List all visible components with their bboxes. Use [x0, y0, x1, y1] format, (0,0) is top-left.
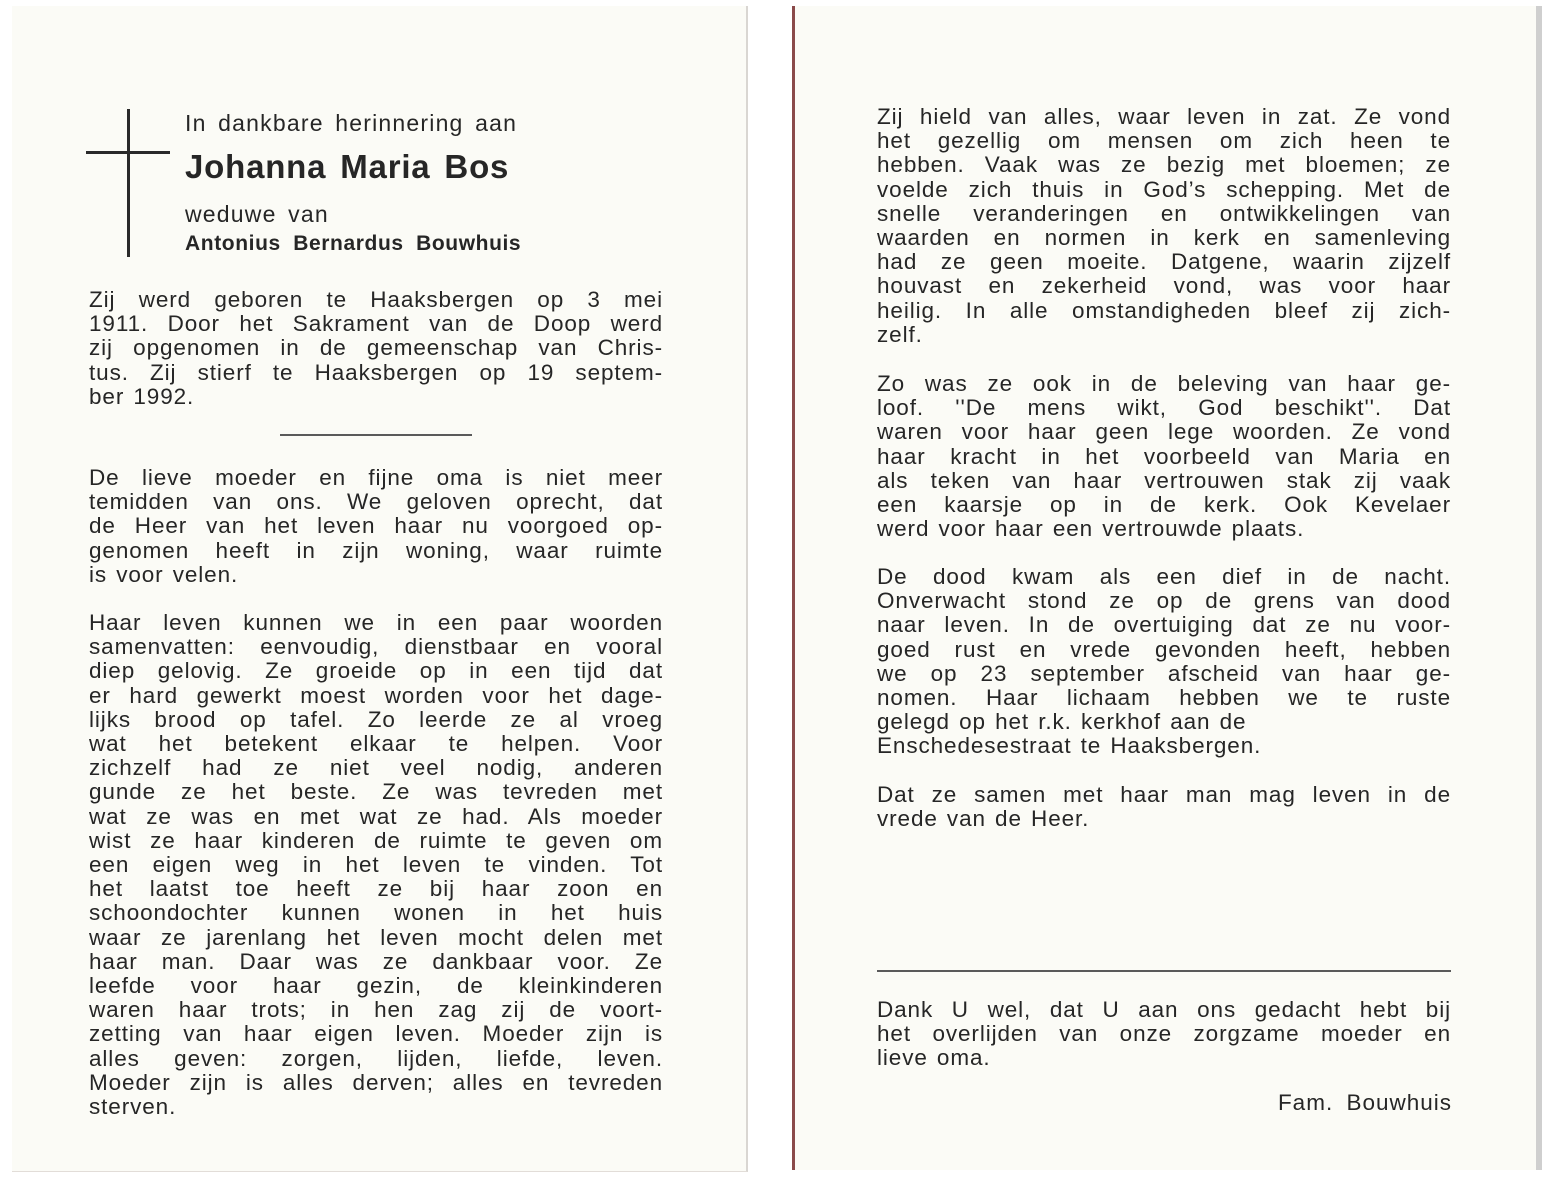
text-line: zetting van haar eigen leven. Moeder zijn is	[89, 1021, 663, 1047]
text-line: Dank U wel, dat U aan ons gedacht hebt bij	[877, 997, 1451, 1022]
text-line: het laatst toe heeft ze bij haar zoon en	[89, 876, 663, 902]
text-line: snelle veranderingen en ontwikkelingen van	[877, 200, 1451, 226]
text-line: goed rust en vrede gevonden heeft, hebben	[877, 636, 1451, 662]
text-line: werd voor haar een vertrouwde plaats.	[877, 516, 1305, 542]
text-line: als teken van haar vertrouwen stak zij vaak	[877, 467, 1451, 493]
husband-name: Antonius Bernardus Bouwhuis	[185, 232, 522, 255]
text-line: had ze geen moeite. Datgene, waarin zijzelf	[877, 249, 1451, 275]
text-line: zelf.	[877, 321, 923, 347]
paragraph-birth-death	[89, 288, 663, 409]
text-line: Moeder zijn is alles derven; alles en tevreden	[89, 1069, 663, 1095]
text-line: diep gelovig. Ze groeide op in een tijd dat	[89, 658, 663, 684]
text-line: temidden van ons. We geloven oprecht, dat	[89, 489, 663, 515]
text-line: waar ze jarenlang het leven mocht delen met	[89, 924, 663, 950]
text-line: Enschedesestraat te Haaksbergen.	[877, 733, 1262, 759]
paragraph-death	[877, 565, 1451, 759]
paragraph-life	[89, 611, 663, 1119]
text-line: voelde zich thuis in God’s schepping. Met de	[877, 176, 1451, 202]
text-line: gunde ze het beste. Ze was tevreden met	[89, 779, 663, 805]
text-line: naar leven. In de overtuiging dat ze nu voor-	[877, 612, 1451, 638]
paragraph-character	[877, 105, 1451, 347]
text-line: lijks brood op tafel. Zo leerde ze al vroeg	[89, 706, 663, 732]
text-line: waren voor haar geen lege woorden. Ze vond	[877, 419, 1451, 445]
intro-text: In dankbare herinnering aan	[185, 110, 518, 136]
cross-icon-bar	[86, 151, 170, 154]
paragraph-farewell	[89, 466, 663, 587]
text-line: schoondochter kunnen wonen in het huis	[89, 900, 663, 926]
text-line: houvast en zekerheid vond, was voor haar	[877, 273, 1451, 299]
text-line: heilig. In alle omstandigheden bleef zij zich-	[877, 297, 1451, 323]
text-line: wat ze was en met wat ze had. Als moeder	[89, 803, 663, 829]
text-line: haar man. Daar was ze dankbaar voor. Ze	[89, 948, 663, 974]
text-line: hebben. Vaak was ze bezig met bloemen; ze	[877, 152, 1451, 178]
text-line: De lieve moeder en fijne oma is niet meer	[89, 465, 663, 490]
text-line: genomen heeft in zijn woning, waar ruimte	[89, 537, 663, 563]
paragraph-faith	[877, 372, 1451, 541]
text-line: 1911. Door het Sakrament van de Doop werd	[89, 311, 663, 337]
deceased-name: Johanna Maria Bos	[185, 148, 510, 185]
text-line: de Heer van het leven haar nu voorgoed op-	[89, 513, 663, 539]
text-line: loof. ''De mens wikt, God beschikt''. Dat	[877, 395, 1451, 421]
text-line: Dat ze samen met haar man mag leven in de	[877, 782, 1451, 807]
divider	[877, 970, 1451, 972]
text-line: zij opgenomen in de gemeenschap van Chris-	[89, 335, 663, 361]
text-line: wist ze haar kinderen de ruimte te geven om	[89, 827, 663, 853]
text-line: alles geven: zorgen, lijden, liefde, leven.	[89, 1045, 663, 1071]
text-line: het gezellig om mensen om zich heen te	[877, 128, 1451, 154]
text-line: Haar leven kunnen we in een paar woorden	[89, 610, 663, 635]
memorial-card-left-page	[12, 6, 748, 1172]
text-line: Zij werd geboren te Haaksbergen op 3 mei	[89, 287, 663, 312]
memorial-card-right-page	[792, 6, 1542, 1170]
text-line: De dood kwam als een dief in de nacht.	[877, 564, 1451, 589]
text-line: zichzelf had ze niet veel nodig, anderen	[89, 755, 663, 781]
text-line: nomen. Haar lichaam hebben we te ruste	[877, 685, 1451, 711]
text-line: waarden en normen in kerk en samenleving	[877, 225, 1451, 251]
text-line: lieve oma.	[877, 1045, 991, 1071]
widow-of-text: weduwe van	[185, 201, 329, 227]
text-line: is voor velen.	[89, 561, 239, 587]
family-signature: Fam. Bouwhuis	[1277, 1090, 1452, 1115]
text-line: vrede van de Heer.	[877, 806, 1090, 832]
text-line: leefde voor haar gezin, de kleinkinderen	[89, 973, 663, 999]
text-line: gelegd op het r.k. kerkhof aan de	[877, 709, 1247, 735]
paragraph-thanks	[877, 998, 1451, 1071]
text-line: wat het betekent elkaar te helpen. Voor	[89, 731, 663, 757]
text-line: een kaarsje op in de kerk. Ook Kevelaer	[877, 492, 1451, 518]
text-line: Zo was ze ook in de beleving van haar ge-	[877, 371, 1451, 396]
paragraph-blessing	[877, 783, 1451, 831]
text-line: samenvatten: eenvoudig, dienstbaar en vooral	[89, 634, 663, 660]
text-line: een eigen weg in het leven te vinden. Tot	[89, 852, 663, 878]
text-line: er hard gewerkt moest worden voor het dage-	[89, 682, 663, 708]
divider	[280, 434, 472, 436]
text-line: het overlijden van onze zorgzame moeder en	[877, 1021, 1451, 1047]
text-line: ber 1992.	[89, 383, 195, 409]
text-line: we op 23 september afscheid van haar ge-	[877, 660, 1451, 686]
cross-icon	[127, 109, 130, 257]
text-line: tus. Zij stierf te Haaksbergen op 19 septem-	[89, 359, 663, 385]
text-line: haar kracht in het voorbeeld van Maria en	[877, 443, 1451, 469]
text-line: Zij hield van alles, waar leven in zat. Ze vond	[877, 104, 1451, 129]
text-line: sterven.	[89, 1094, 177, 1120]
text-line: Onverwacht stond ze op de grens van dood	[877, 588, 1451, 614]
text-line: waren haar trots; in hen zag zij de voort-	[89, 997, 663, 1023]
